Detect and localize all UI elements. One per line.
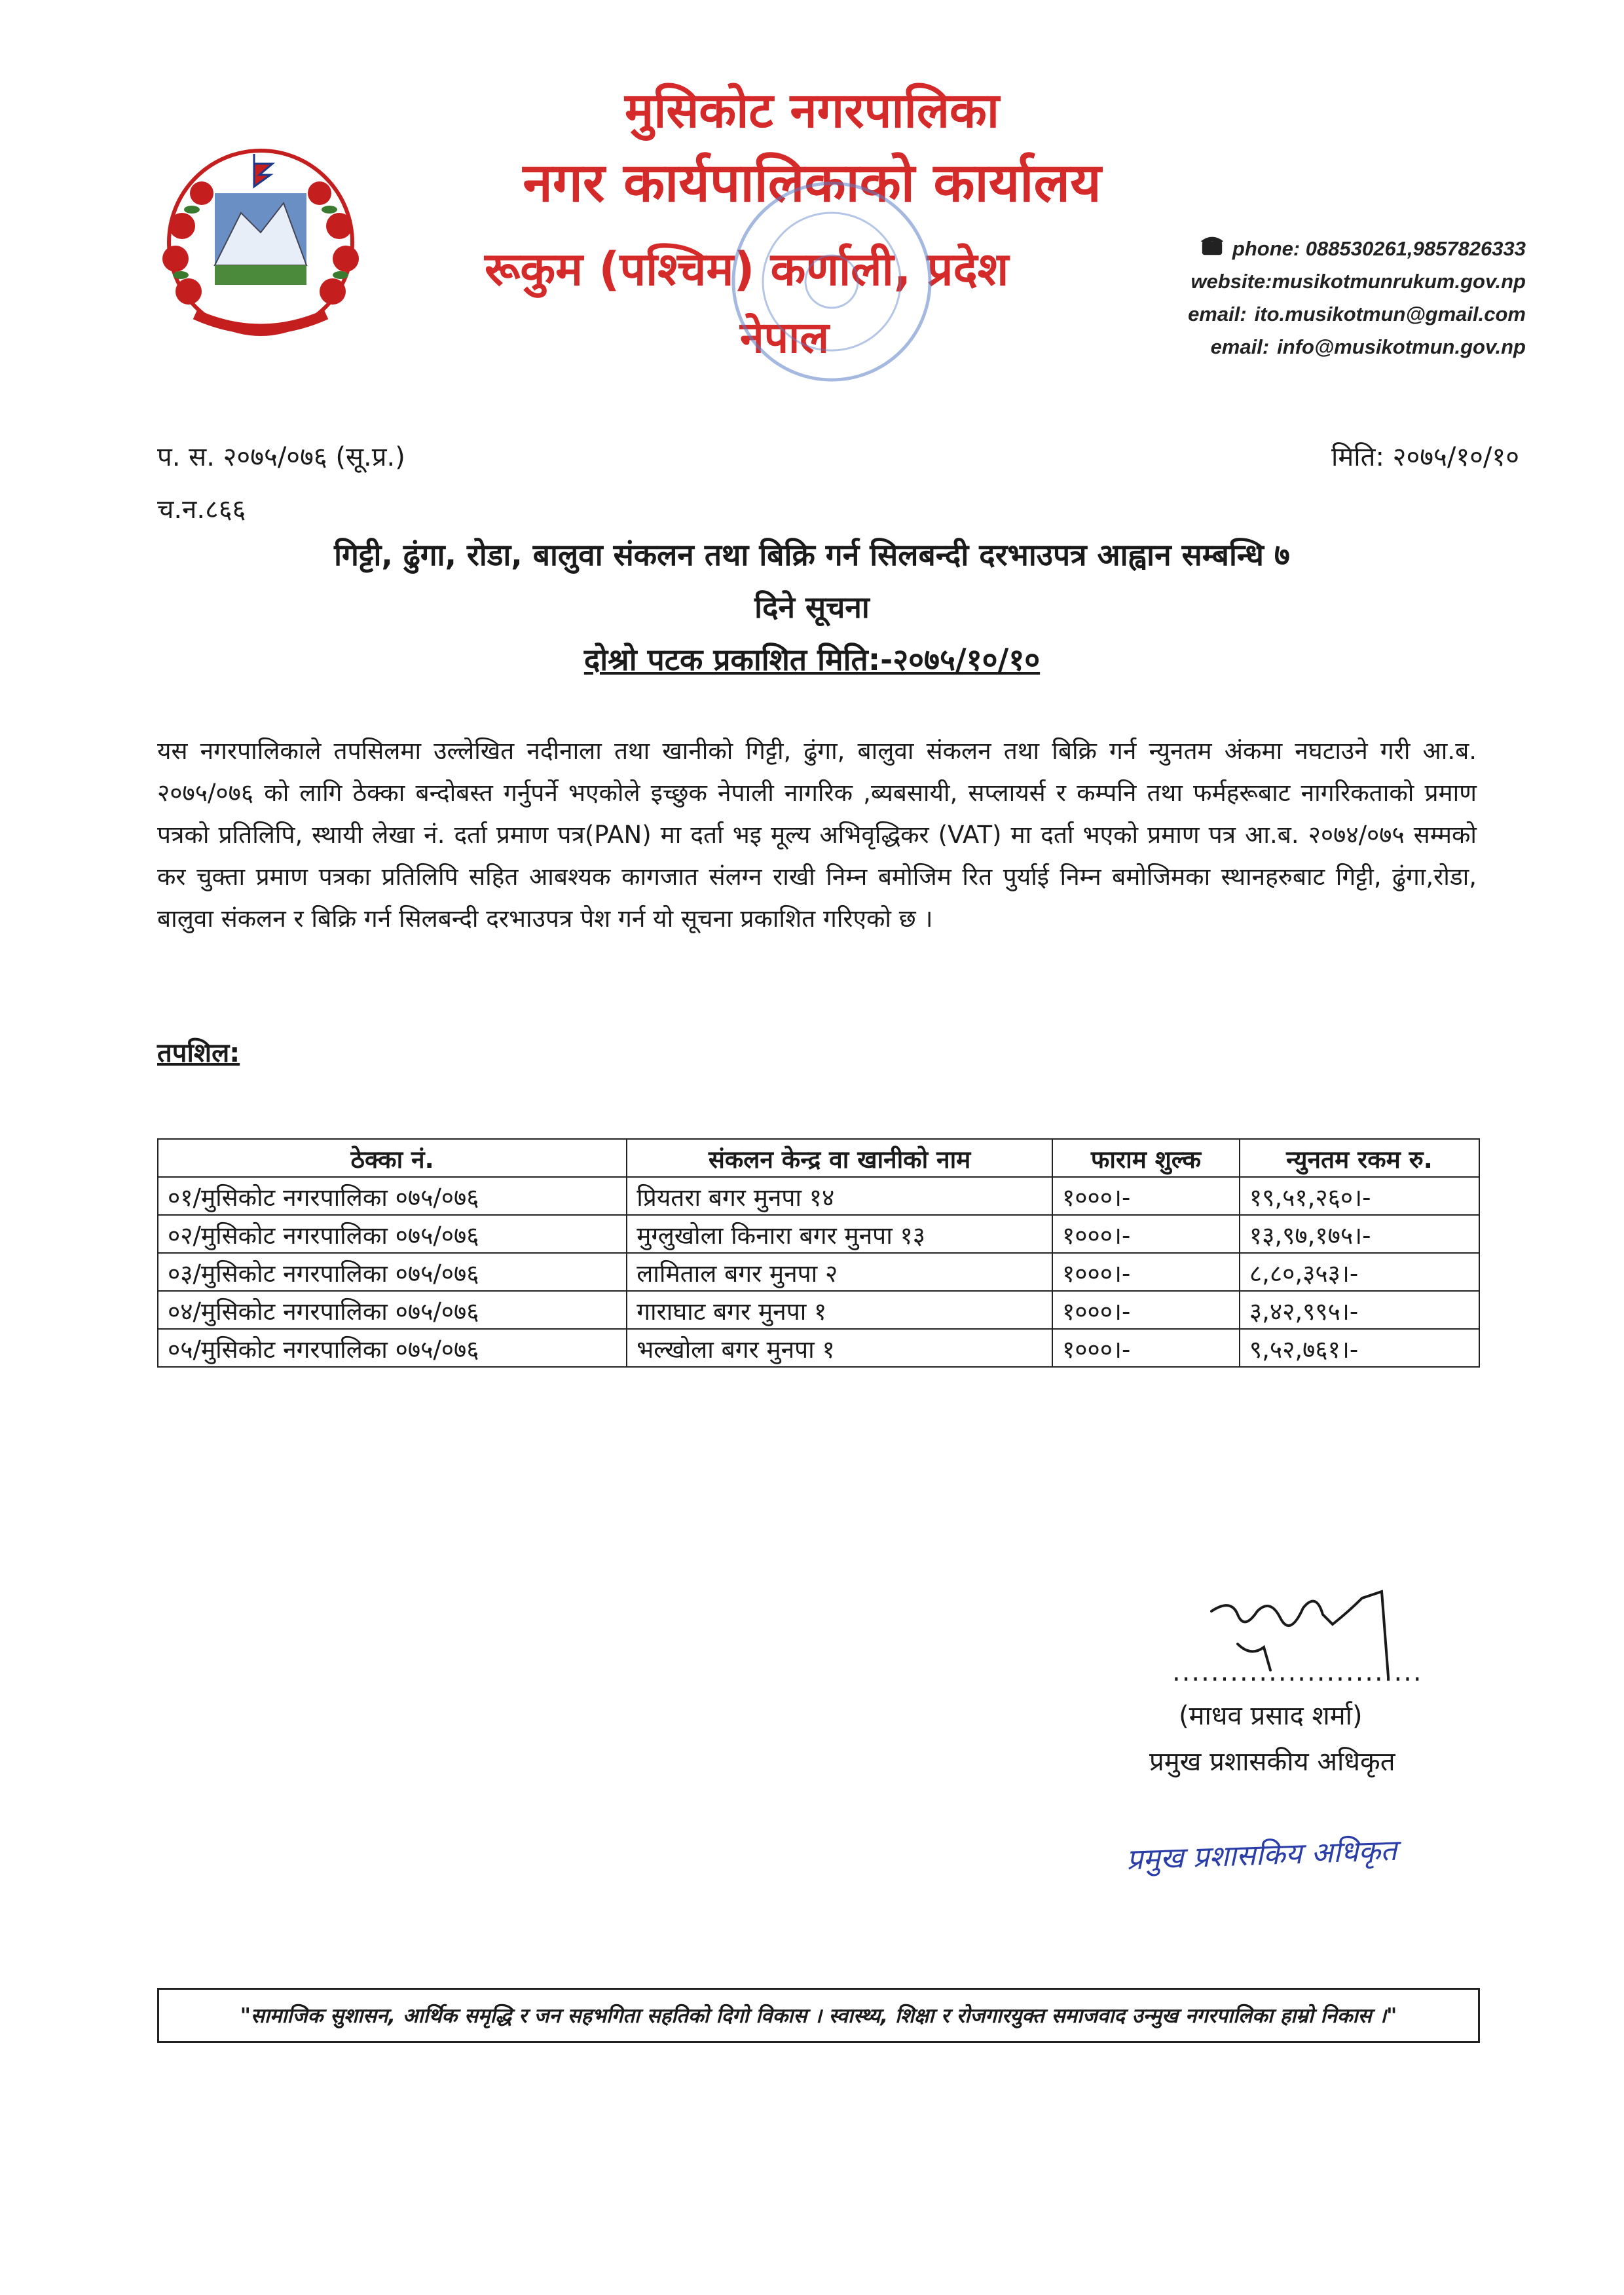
municipality-name: मुसिकोट नगरपालिका (624, 83, 1000, 139)
form-fee: १०००।- (1052, 1329, 1240, 1367)
email2-label: email: (1210, 335, 1270, 358)
form-fee: १०००।- (1052, 1291, 1240, 1329)
details-heading: तपशिल: (157, 1038, 240, 1068)
min-amount: ८,८०,३५३।- (1240, 1253, 1479, 1291)
min-amount: १३,९७,१७५।- (1240, 1215, 1479, 1253)
phone-text: phone: 088530261,9857826333 (1232, 237, 1526, 260)
form-fee: १०००।- (1052, 1215, 1240, 1253)
website-link[interactable]: website:musikotmunrukum.gov.np (1190, 270, 1526, 293)
phone-icon (1200, 233, 1225, 257)
min-amount: ९,५२,७६१।- (1240, 1329, 1479, 1367)
contract-no: ०२/मुसिकोट नगरपालिका ०७५/०७६ (158, 1215, 627, 1253)
footer-motto: "सामाजिक सुशासन, आर्थिक समृद्धि र जन सहभगिता सहतिको दिगो विकास । स्वास्थ्य, शिक्षा र रोजगारयुक्त समाजवाद उन्मुख नगरपालिका हाम्रो निकास ।" (157, 1988, 1480, 2043)
table-header-row (158, 1139, 1479, 1177)
notice-title-line2: दिने सूचना (754, 589, 870, 625)
dispatch-number: च.न.८६६ (157, 494, 246, 525)
contract-no: ०१/मुसिकोट नगरपालिका ०७५/०७६ (158, 1177, 627, 1215)
table-row (158, 1329, 1479, 1367)
site-name: मुग्लुखोला किनारा बगर मुनपा १३ (627, 1215, 1052, 1253)
office-stamp (714, 164, 950, 439)
site-name: भल्खोला बगर मुनपा १ (627, 1329, 1052, 1367)
letter-date: मिति: २०७५/१०/१० (1331, 442, 1519, 472)
table-row (158, 1215, 1479, 1253)
contact-block (1107, 233, 1526, 364)
col-site-name: संकलन केन्द्र वा खानीको नाम (627, 1139, 1052, 1177)
notice-body: यस नगरपालिकाले तपसिलमा उल्लेखित नदीनाला तथा खानीको गिट्टी, ढुंगा, बालुवा संकलन तथा बिक्रि गर्न न्युनतम अंकमा नघटाउने गरी आ.ब. २०७५/०७६ को लागि ठेक्का बन्दोबस्त गर्नुपर्ने भएकोले इच्छुक नेपाली नागरिक ,ब्यबसायी, सप्लायर्स र कम्पनि तथा फर्महरूबाट नागरिकताको प्रमाण पत्रको प्रतिलिपि, स्थायी लेखा नं. दर्ता प्रमाण पत्र(PAN) मा दर्ता भइ मूल्य अभिवृद्धिकर (VAT) मा दर्ता भएको प्रमाण पत्र आ.ब. २०७४/०७५ सम्मको कर चुक्ता प्रमाण पत्रका प्रतिलिपि सहित आबश्यक कागजात संलग्न राखी निम्न बमोजिम रित पुर्याई निम्न बमोजिमका स्थानहरुबाट गिट्टी, ढुंगा,रोडा, बालुवा संकलन र बिक्रि गर्न सिलबन्दी दरभाउपत्र पेश गर्न यो सूचना प्रकाशित गरिएको छ । (157, 737, 1477, 933)
signatory-name: (माधव प्रसाद शर्मा) (1179, 1701, 1363, 1731)
table-row (158, 1253, 1479, 1291)
country-name: नेपाल (740, 312, 829, 363)
signatory-title: प्रमुख प्रशासकीय अधिकृत (1149, 1747, 1395, 1777)
contract-no: ०३/मुसिकोट नगरपालिका ०७५/०७६ (158, 1253, 627, 1291)
notice-title-line1: गिट्टी, ढुंगा, रोडा, बालुवा संकलन तथा बिक्रि गर्न सिलबन्दी दरभाउपत्र आह्वान सम्बन्धि ७ (334, 537, 1290, 572)
email1-link[interactable]: ito.musikotmun@gmail.com (1254, 303, 1526, 326)
site-name: गाराघाट बगर मुनपा १ (627, 1291, 1052, 1329)
col-form-fee: फाराम शुल्क (1052, 1139, 1240, 1177)
email1-label: email: (1188, 303, 1247, 326)
contract-no: ०५/मुसिकोट नगरपालिका ०७५/०७६ (158, 1329, 627, 1367)
table-row (158, 1291, 1479, 1329)
col-contract-no: ठेक्का नं. (158, 1139, 627, 1177)
site-name: प्रियतरा बगर मुनपा १४ (627, 1177, 1052, 1215)
min-amount: ३,४२,९९५।- (1240, 1291, 1479, 1329)
form-fee: १०००।- (1052, 1253, 1240, 1291)
office-name: नगर कार्यपालिकाको कार्यालय (523, 152, 1101, 214)
letter-number: प. स. २०७५/०७६ (सू.प्र.) (157, 442, 405, 472)
signature-line: .......................... (1172, 1657, 1423, 1687)
col-min-amount: न्युनतम रकम रु. (1240, 1139, 1479, 1177)
designation-stamp: प्रमुख प्रशासकिय अधिकृत (1126, 1833, 1397, 1877)
publication-date-line: दोश्रो पटक प्रकाशित मिति:-२०७५/१०/१० (583, 642, 1041, 677)
contract-table (157, 1138, 1480, 1368)
table-row (158, 1177, 1479, 1215)
district-province: रूकुम (पश्चिम) कर्णाली, प्रदेश (485, 242, 1009, 296)
email2-link[interactable]: info@musikotmun.gov.np (1277, 335, 1526, 358)
contract-no: ०४/मुसिकोट नगरपालिका ०७५/०७६ (158, 1291, 627, 1329)
min-amount: १९,५१,२६०।- (1240, 1177, 1479, 1215)
site-name: लामिताल बगर मुनपा २ (627, 1253, 1052, 1291)
form-fee: १०००।- (1052, 1177, 1240, 1215)
